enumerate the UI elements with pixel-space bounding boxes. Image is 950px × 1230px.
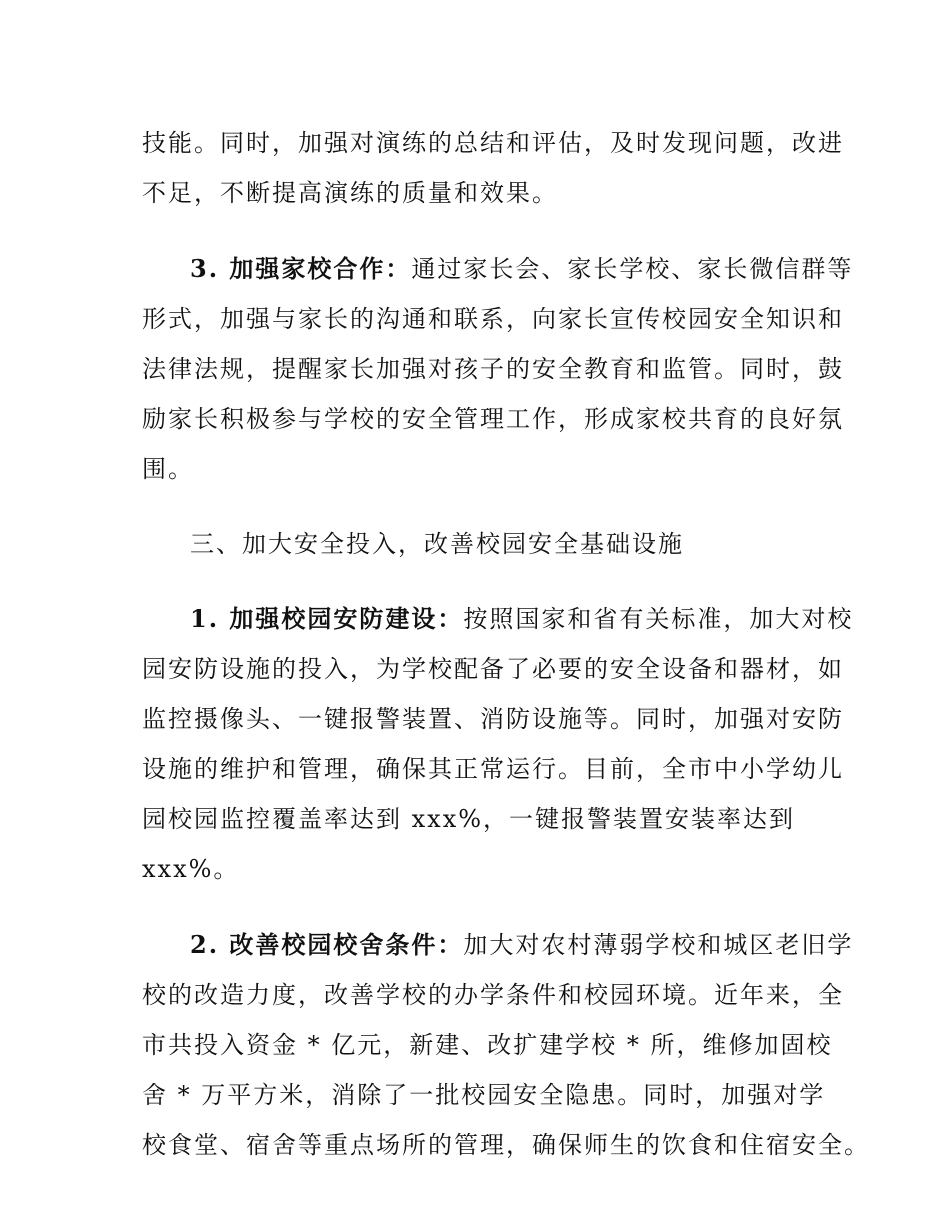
text-line: 校的改造力度，改善学校的办学条件和校园环境。近年来，全 [142,981,844,1009]
paragraph-heading: 1. 加强校园安防建设： [190,604,464,633]
text-line: 市共投入资金 * 亿元，新建、改扩建学校 * 所，维修加固校 [142,1031,833,1059]
text-run: 加大对农村薄弱学校和城区老旧学 [463,931,854,959]
text-line [142,920,854,970]
paragraph-security-construction [142,594,854,894]
paragraph-heading: 3. 加强家校合作： [190,254,412,283]
text-run: 通过家长会、家长学校、家长微信群等 [411,255,854,283]
text-line: 设施的维护和管理，确保其正常运行。目前，全市中小学幼儿 [142,755,844,783]
text-line: 园安防设施的投入，为学校配备了必要的安全设备和器材，如 [142,655,844,683]
document-page [142,118,870,1170]
text-line: 舍 * 万平方米，消除了一批校园安全隐患。同时，加强对学 [142,1081,826,1109]
text-line: 形式，加强与家长的沟通和联系，向家长宣传校园安全知识和 [142,305,844,333]
text-line: 园校园监控覆盖率达到 xxx%，一键报警装置安装率达到 [142,805,796,833]
text-line: 励家长积极参与学校的安全管理工作，形成家校共育的良好氛 [142,405,844,433]
text-run: 按照国家和省有关标准，加大对校 [463,605,854,633]
text-line: 不足，不断提高演练的质量和效果。 [142,179,558,207]
paragraph-heading: 2. 改善校园校舍条件： [190,930,464,959]
text-line [142,594,854,644]
text-line: 校食堂、宿舍等重点场所的管理，确保师生的饮食和住宿安全。 [142,1131,870,1159]
text-line: 围。 [142,455,194,483]
section-heading: 三、加大安全投入，改善校园安全基础设施 [190,530,684,558]
text-line: 法律法规，提醒家长加强对孩子的安全教育和监管。同时，鼓 [142,355,844,383]
text-line [142,244,854,294]
text-line: xxx%。 [142,855,240,883]
paragraph-home-school-cooperation [142,244,854,494]
paragraph-school-building-conditions [142,920,870,1170]
paragraph-drill-summary [142,118,844,218]
text-line: 监控摄像头、一键报警装置、消防设施等。同时，加强对安防 [142,705,844,733]
text-line: 技能。同时，加强对演练的总结和评估，及时发现问题，改进 [142,129,844,157]
